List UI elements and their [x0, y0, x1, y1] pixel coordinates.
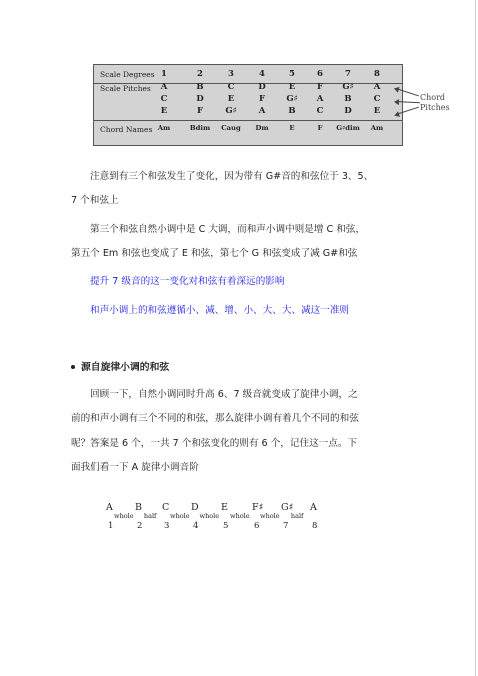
scale-pitch-cell: B	[196, 82, 204, 92]
scale-step: whole	[170, 512, 190, 520]
chord-name-cell: Am	[157, 124, 171, 132]
chord-name-cell: E	[289, 124, 295, 132]
scale-pitch-cell: C	[227, 82, 235, 92]
scale-degree-cell: 4	[259, 69, 265, 79]
scale-degree-number: 3	[164, 521, 170, 531]
note-line: Chord	[420, 93, 446, 102]
highlight-line: 和声小调上的和弦遵循小、减、增、小、大、大、减这一准则	[90, 305, 350, 316]
scale-degree-cell: 3	[228, 69, 234, 79]
scale-note: C	[162, 502, 170, 513]
chord-name-cell: Am	[370, 124, 384, 132]
scale-step: whole	[199, 512, 220, 520]
scale-pitch-cell: C	[316, 106, 324, 116]
scale-pitch-cell: G♯	[342, 82, 354, 92]
paragraph-line: 第五个 Em 和弦也变成了 E 和弦，第七个 G 和弦变成了减 G#和弦	[71, 248, 358, 259]
bullet-icon	[71, 365, 75, 369]
page-edge	[475, 0, 476, 676]
scale-degree-number: 4	[193, 521, 199, 531]
scale-pitch-cell: E	[373, 106, 381, 116]
scale-degree-cell: 2	[197, 69, 203, 79]
section-heading	[71, 359, 169, 373]
scale-pitch-cell: A	[373, 82, 381, 92]
scale-note: G♯	[281, 502, 294, 513]
chord-name-cell: Bdim	[189, 124, 211, 132]
paragraph-line: 回顾一下，自然小调同时升高 6、7 级音就变成了旋律小调，之	[90, 389, 358, 400]
paragraph-line: 第三个和弦自然小调中是 C 大调，而和声小调中则是增 C 和弦，	[90, 224, 366, 235]
note-line: Pitches	[420, 103, 450, 112]
scale-note: F♯	[252, 502, 264, 513]
paragraph-line: 前的和声小调有三个不同的和弦，那么旋律小调有着几个不同的和弦	[71, 413, 359, 424]
scale-degrees-label: Scale Degrees	[100, 70, 155, 79]
scale-degree-number: 1	[108, 521, 114, 531]
scale-degree-number: 2	[137, 521, 143, 531]
table-divider	[94, 120, 402, 121]
paragraph-line: 注意到有三个和弦发生了变化，因为带有 G#音的和弦位于 3、5、	[90, 171, 374, 182]
scale-pitch-cell: C	[160, 94, 168, 104]
scale-step: half	[143, 512, 157, 520]
chord-names-label: Chord Names	[100, 125, 153, 134]
scale-pitch-cell: E	[227, 94, 235, 104]
scale-step: whole	[114, 512, 134, 520]
section-title: 源自旋律小调的和弦	[81, 362, 170, 373]
scale-degree-cell: 8	[374, 69, 380, 79]
scale-pitch-cell: B	[288, 106, 296, 116]
paragraph-line: 面我们看一下 A 旋律小调音阶	[71, 462, 199, 473]
scale-note: E	[221, 502, 228, 513]
scale-pitch-cell: A	[160, 82, 168, 92]
scale-note: A	[310, 502, 317, 513]
scale-pitch-cell: G♯	[225, 106, 237, 116]
scale-degree-number: 7	[283, 521, 289, 531]
scale-degree-number: 5	[223, 521, 229, 531]
scale-pitch-cell: F	[258, 94, 266, 104]
scale-degree-number: 6	[254, 521, 260, 531]
scale-step: whole	[230, 512, 250, 520]
highlight-line: 提升 7 级音的这一变化对和弦有着深远的影响	[90, 276, 285, 287]
scale-pitch-cell: B	[344, 94, 352, 104]
scale-note: B	[135, 502, 142, 513]
scale-degree-cell: 7	[345, 69, 351, 79]
paragraph-line: 7 个和弦上	[71, 195, 119, 206]
scale-step: half	[290, 512, 304, 520]
scale-degree-number: 8	[312, 521, 318, 531]
melodic-minor-scale-figure	[100, 500, 330, 536]
scale-pitch-cell: D	[258, 82, 266, 92]
scale-pitch-cell: F	[316, 82, 324, 92]
scale-pitch-cell: D	[344, 106, 352, 116]
paragraph-line: 呢？答案是 6 个，一共 7 个和弦变化的则有 6 个，记住这一点。下	[71, 438, 358, 449]
scale-pitch-cell: E	[288, 82, 296, 92]
chord-table-figure	[93, 64, 403, 146]
scale-pitch-cell: G♯	[286, 94, 298, 104]
scale-step: whole	[260, 512, 280, 520]
scale-pitch-cell: A	[316, 94, 324, 104]
scale-degree-cell: 1	[161, 69, 167, 79]
scale-pitch-cell: E	[160, 106, 168, 116]
scale-pitch-cell: C	[373, 94, 381, 104]
chord-name-cell: Caug	[221, 124, 241, 132]
scale-degree-cell: 6	[317, 69, 323, 79]
scale-pitch-cell: F	[196, 106, 204, 116]
chord-name-cell: F	[317, 124, 323, 132]
scale-note: A	[106, 502, 113, 513]
chord-name-cell: G♯dim	[336, 124, 360, 132]
chord-pitches-note	[420, 93, 450, 113]
scale-pitch-cell: A	[258, 106, 266, 116]
scale-pitch-cell: D	[196, 94, 204, 104]
scale-pitches-label: Scale Pitches	[100, 84, 151, 93]
scale-note: D	[191, 502, 199, 513]
scale-degree-cell: 5	[289, 69, 295, 79]
chord-name-cell: Dm	[255, 124, 269, 132]
